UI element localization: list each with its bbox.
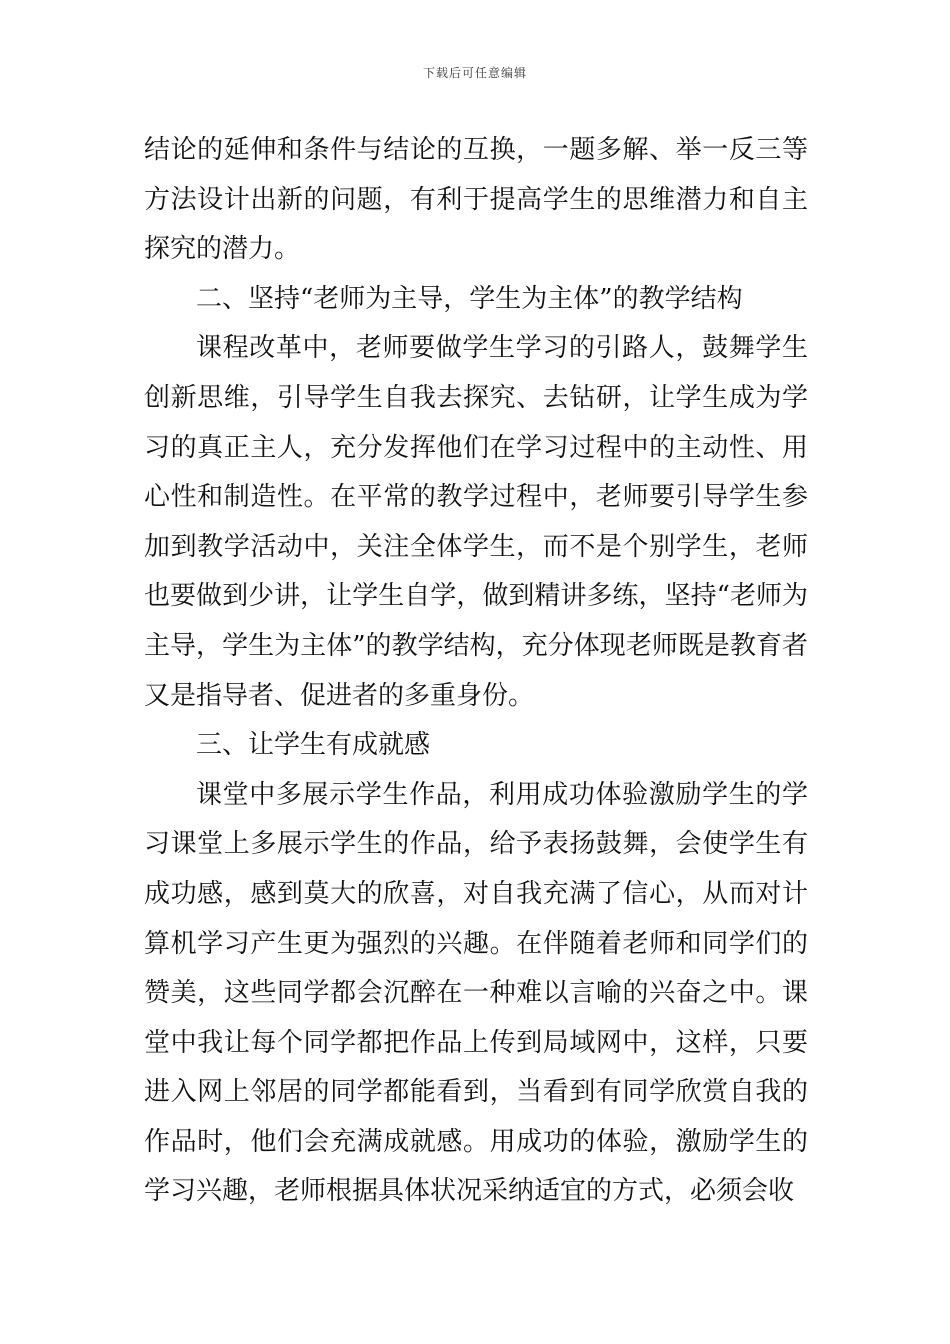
page-header: 下载后可任意编辑	[422, 66, 527, 80]
section-heading: 二、坚持“老师为主导，学生为主体”的教学结构	[196, 283, 743, 314]
paragraph: 结论的延伸和条件与结论的互换，一题多解、举一反三等方法设计出新的问题，有利于提高学生的思维潜力和自主探究的潜力。	[144, 135, 808, 265]
section-heading: 三、让学生有成就感	[196, 730, 431, 761]
paragraph: 课程改革中，老师要做学生学习的引路人，鼓舞学生创新思维，引导学生自我去探究、去钻研，让学生成为学习的真正主人，充分发挥他们在学习过程中的主动性、用心性和制造性。在平常的教学过程中，老师要引导学生参加到教学活动中，关注全体学生，而不是个别学生，老师也要做到少讲，让学生自学，做到精讲多练，坚持“老师为主导，学生为主体”的教学结构，充分体现老师既是教育者又是指导者、促进者的多重身份。	[144, 333, 808, 711]
paragraph: 课堂中多展示学生作品，利用成功体验激励学生的学习课堂上多展示学生的作品，给予表扬鼓舞，会使学生有成功感，感到莫大的欣喜，对自我充满了信心，从而对计算机学习产生更为强烈的兴趣。在伴随着老师和同学们的赞美，这些同学都会沉醉在一种难以言喻的兴奋之中。课堂中我让每个同学都把作品上传到局域网中，这样，只要进入网上邻居的同学都能看到，当看到有同学欣赏自我的作品时，他们会充满成就感。用成功的体验，激励学生的学习兴趣，老师根据具体状况采纳适宜的方式，必须会收	[144, 779, 808, 1207]
document-body	[144, 126, 808, 1217]
